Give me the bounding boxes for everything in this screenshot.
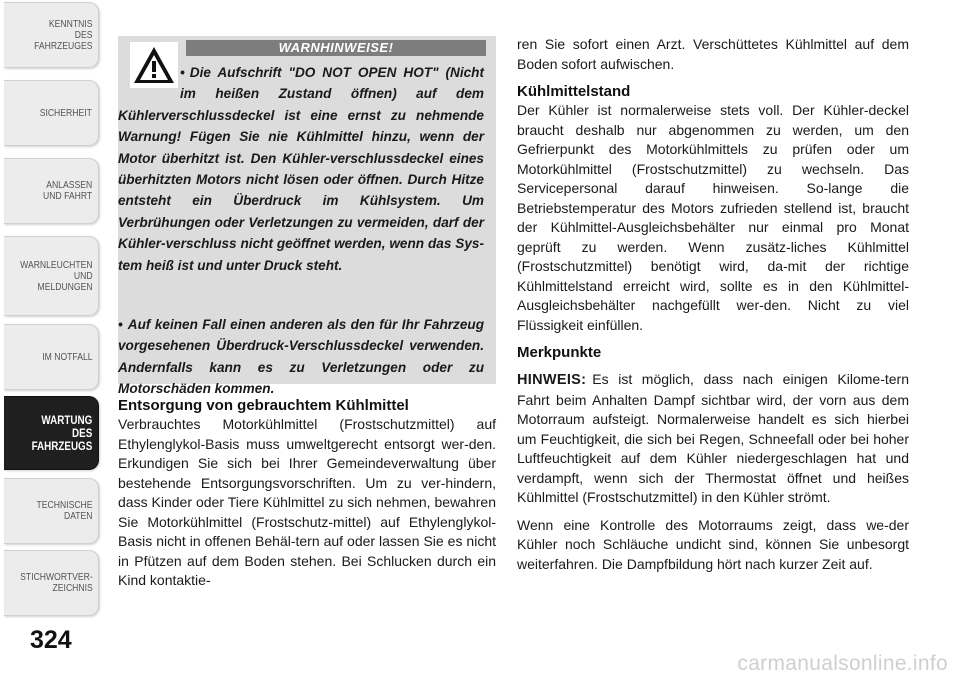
tab-kenntnis-des-fahrzeuges[interactable] [4, 2, 99, 68]
warning-box [118, 36, 496, 397]
note-paragraph [517, 370, 909, 508]
tab-label: KENNTNIS DES FAHRZEUGES [33, 17, 93, 52]
paragraph: Wenn eine Kontrolle des Motorraums zeigt, dass we-der Kühler noch Schläuche undicht sind, können Sie unbesorgt weiterfahren. Die Dampfbildung hört nach kurzer Zeit auf. [517, 516, 909, 572]
tab-stichwortverzeichnis[interactable] [4, 550, 99, 616]
warning-header: WARNHINWEISE! [186, 40, 486, 56]
tab-anlassen-und-fahrt[interactable] [4, 158, 99, 224]
section-heading: Merkpunkte [517, 344, 602, 361]
page-number: 324 [30, 626, 72, 654]
note-label: HINWEIS: [517, 372, 587, 388]
tab-label: ANLASSEN UND FAHRT [43, 179, 93, 202]
tab-label: WARTUNG DES FAHRZEUGS [31, 412, 93, 453]
paragraph: ren Sie sofort einen Arzt. Verschüttetes Kühlmittel auf dem Boden sofort aufwischen. [517, 36, 909, 72]
tab-warnleuchten-und-meldungen[interactable] [4, 236, 99, 316]
tab-technische-daten[interactable] [4, 478, 99, 544]
tab-im-notfall[interactable] [4, 324, 99, 390]
warning-item-1 [118, 62, 484, 276]
bullet: • [118, 317, 123, 332]
warning-item-2 [118, 314, 484, 400]
tab-wartung-des-fahrzeugs[interactable] [4, 396, 99, 470]
tab-label: TECHNISCHE DATEN [36, 499, 93, 522]
section-heading: Kühlmittelstand [517, 83, 631, 100]
tab-label: STICHWORTVER- ZEICHNIS [19, 571, 93, 594]
tab-label: WARNLEUCHTEN UND MELDUNGEN [19, 258, 93, 293]
right-column [517, 35, 909, 582]
left-column [118, 396, 496, 591]
watermark: carmanualsonline.info [737, 652, 948, 675]
warning-item-text: Auf keinen Fall einen anderen als den für Ihr Fahrzeug vorgesehenen Überdruck-Verschlussdeckel verwenden. Andernfalls kann es zu Verletzungen oder zu Motorschäden kommen. [118, 317, 484, 397]
tab-sicherheit[interactable] [4, 80, 99, 146]
bullet: • [180, 65, 185, 80]
section-heading: Entsorgung von gebrauchtem Kühlmittel [118, 397, 409, 414]
tab-label: SICHERHEIT [40, 106, 93, 119]
warning-item-text: Die Aufschrift "DO NOT OPEN HOT" (Nicht im heißen Zustand öffnen) auf dem Kühlerverschlussdeckel ist eine ernst zu nehmende Warnung! Fügen Sie nie Kühlmittel hinzu, wenn der Motor überhitzt ist. Den Kühler-verschlussdeckel eines überhitzten Motors nicht lösen oder öffnen. Durch Hitze entsteht ein Überdruck im Kühlsystem. Um Verbrühungen oder Verletzungen zu vermeiden, darf der Kühler-verschluss nicht geöffnet werden, wenn das Sys-tem heiß ist und unter Druck steht. [118, 65, 484, 273]
note-text: Es ist möglich, dass nach einigen Kilome-tern Fahrt beim Anhalten Dampf sichtbar wird, der vorn aus dem Motorraum aufsteigt. Normalerweise handelt es sich hierbei um Feuchtigkeit, die sich bei Regen, Schneefall oder bei hoher Luftfeuchtigkeit auf dem Kühler niedergeschlagen hat und verdampft, wenn sich der Thermostat öffnet und heißes Kühlmittel (Frostschutzmittel) in den Kühler strömt. [517, 371, 909, 505]
section-tabs [0, 0, 104, 620]
paragraph: Der Kühler ist normalerweise stets voll. Der Kühler-deckel braucht deshalb nur abgenommen zu werden, um den Gefrierpunkt des Motorkühlmittels zu prüfen oder um Motorkühlmittel (Frostschutzmittel) zu wechseln. Das Servicepersonal darauf hinweisen. So-lange die Betriebstemperatur des Motors zufrieden stellend ist, braucht der Kühlmittel-Ausgleichsbehälter nur einmal pro Monat geprüft zu werden. Wenn zusätz-liches Kühlmittel (Frostschutzmittel) benötigt wird, da-mit der richtige Kühlmittelstand erreicht wird, sollte es in den Kühlmittel-Ausgleichsbehälter nachgefüllt wer-den. Nicht zu viel Flüssigkeit einfüllen. [517, 102, 909, 333]
tab-label: IM NOTFALL [42, 350, 93, 363]
paragraph: Verbrauchtes Motorkühlmittel (Frostschutzmittel) auf Ethylenglykol-Basis muss umweltgerecht entsorgt wer-den. Erkundigen Sie sich bei Ihrer Gemeindeverwaltung über bestehende Entsorgungsvorschriften. Um zu ver-hindern, dass Kinder oder Tiere Kühlmittel zu sich nehmen, bewahren Sie Motorkühlmittel (Frostschutz-mittel) auf Ethylenglykol-Basis nicht in offenen Behäl-tern auf oder lassen Sie es nicht in Pfützen auf dem Boden stehen. Bei Schlucken durch ein Kind kontaktie- [118, 416, 496, 588]
